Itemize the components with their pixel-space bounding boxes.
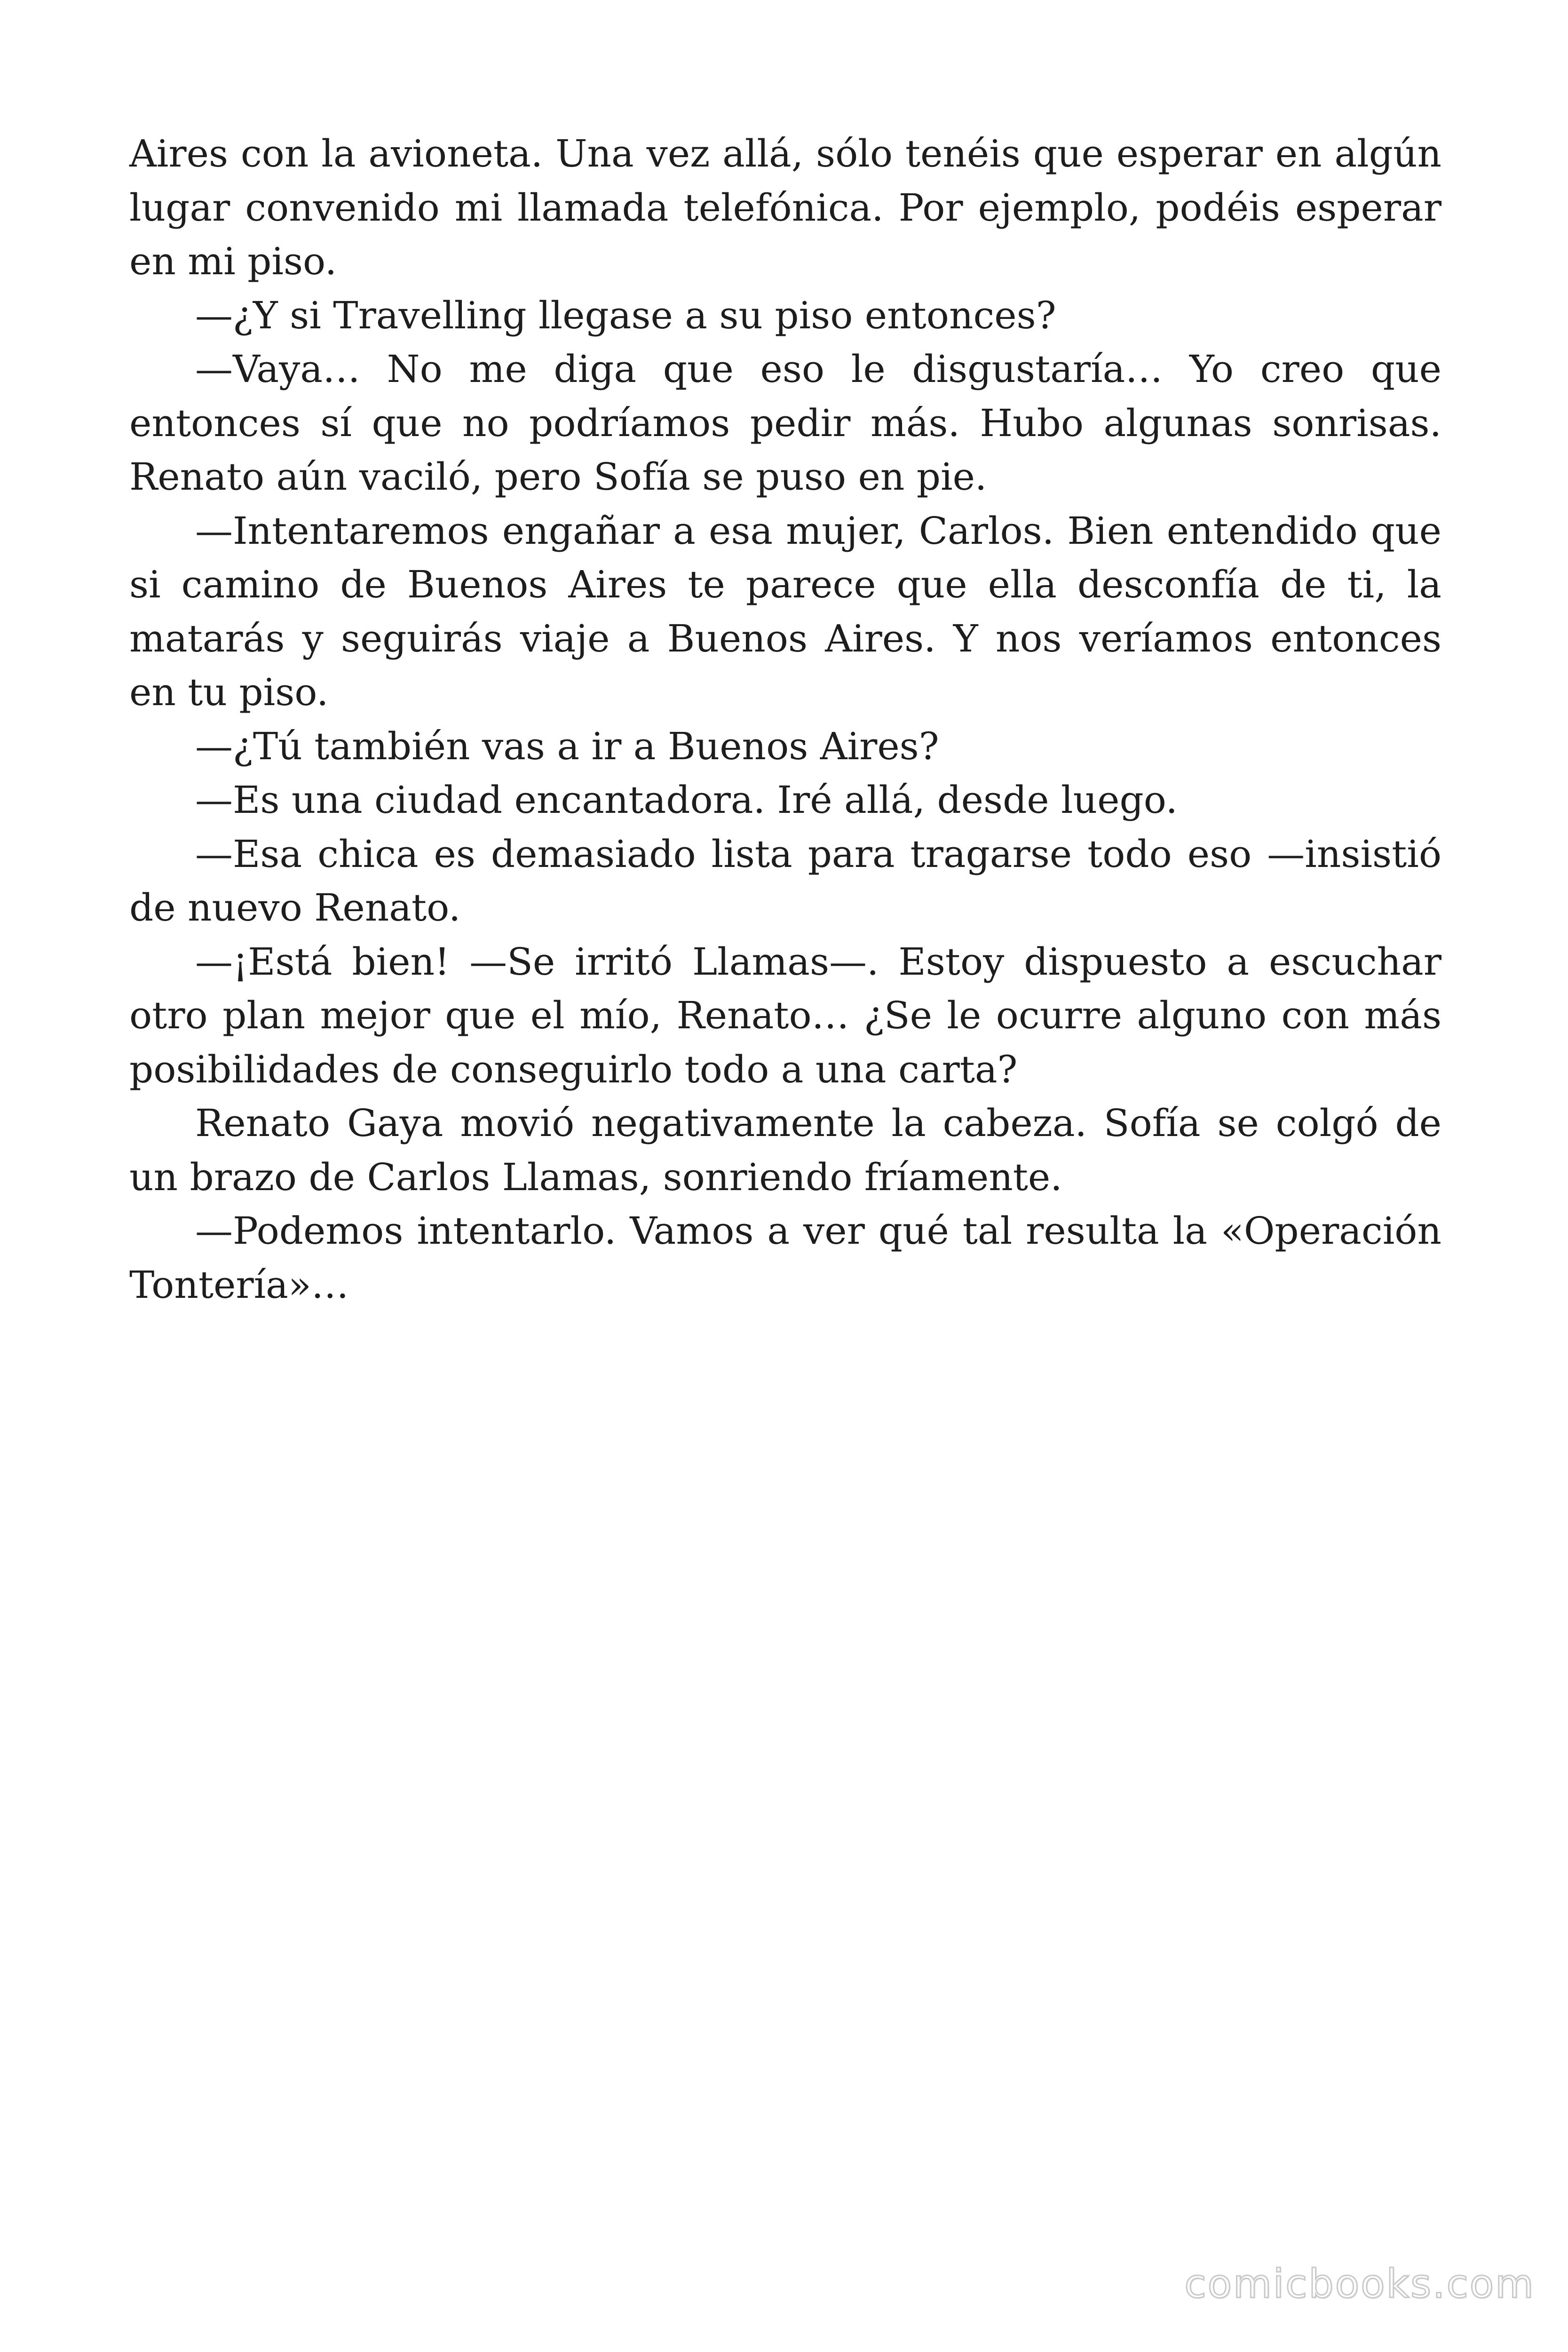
paragraph: —¿Tú también vas a ir a Buenos Aires? (195, 724, 939, 768)
paragraph: Aires con la avioneta. Una vez allá, sólo tenéis que esperar en algún lugar convenido mi llamada telefónica. Por ejemplo, podéis esperar en mi piso. (129, 132, 1441, 283)
paragraph: —¿Y si Travelling llegase a su piso entonces? (195, 293, 1056, 337)
paragraph: Renato Gaya movió negativamente la cabeza. Sofía se colgó de un brazo de Carlos Llamas, sonriendo fríamente. (129, 1101, 1441, 1199)
paragraph: —Intentaremos engañar a esa mujer, Carlos. Bien entendido que si camino de Buenos Aires te parece que ella desconfía de ti, la matarás y seguirás viaje a Buenos Aires. Y nos veríamos entonces en tu piso. (129, 509, 1441, 714)
paragraph: —Podemos intentarlo. Vamos a ver qué tal resulta la «Operación Tontería»… (129, 1209, 1441, 1307)
paragraph: —Es una ciudad encantadora. Iré allá, desde luego. (195, 778, 1178, 822)
paragraph: —Vaya… No me diga que eso le disgustaría… Yo creo que entonces sí que no podríamos pedir más. Hubo algunas sonrisas. Renato aún vaciló, pero Sofía se puso en pie. (129, 347, 1441, 499)
body-text (129, 127, 1441, 1312)
paragraph: —¡Está bien! —Se irritó Llamas—. Estoy dispuesto a escuchar otro plan mejor que el mío, Renato… ¿Se le ocurre alguno con más posibilidades de conseguirlo todo a una carta? (129, 939, 1441, 1091)
paragraph: —Esa chica es demasiado lista para tragarse todo eso —insistió de nuevo Renato. (129, 832, 1441, 930)
watermark: comicbooks.com (1184, 2261, 1535, 2307)
